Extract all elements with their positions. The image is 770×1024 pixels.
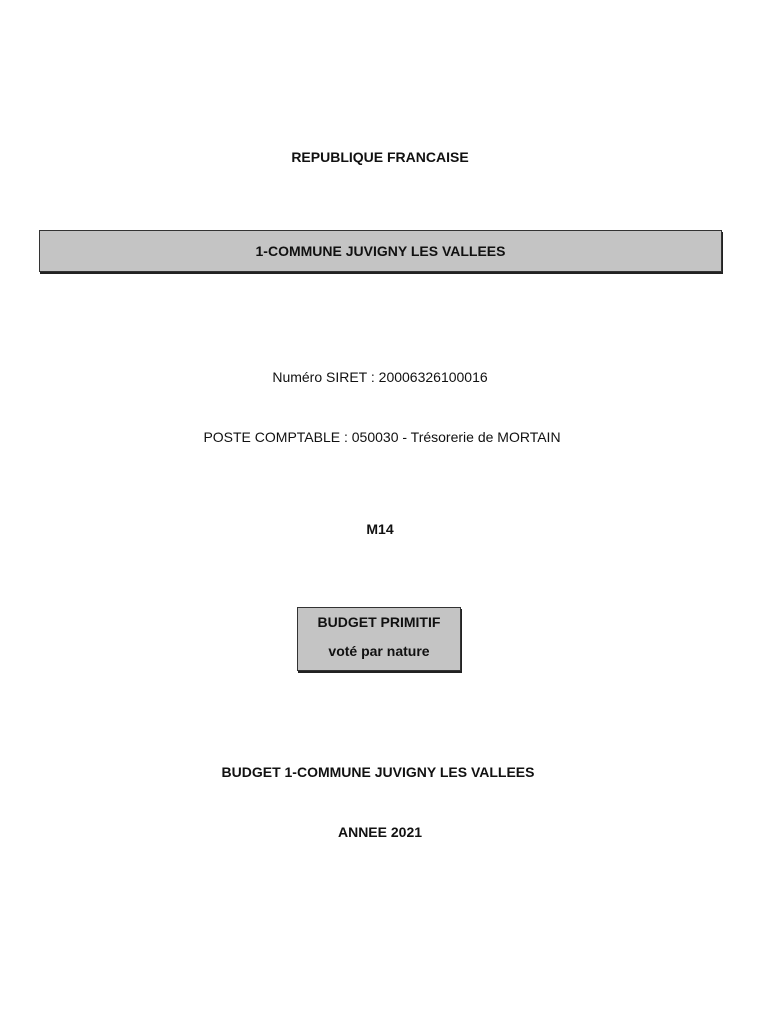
country-header: REPUBLIQUE FRANCAISE [291, 149, 469, 165]
budget-type-box [297, 607, 461, 671]
budget-vote-mode: voté par nature [328, 643, 430, 659]
commune-title-banner [39, 230, 722, 272]
budget-type-label: BUDGET PRIMITIF [317, 614, 441, 630]
budget-year: ANNEE 2021 [337, 824, 423, 840]
nomenclature-label: M14 [366, 521, 394, 537]
siret-number: Numéro SIRET : 20006326100016 [272, 369, 488, 385]
poste-comptable: POSTE COMPTABLE : 050030 - Trésorerie de MORTAIN [203, 429, 561, 445]
budget-name: BUDGET 1-COMMUNE JUVIGNY LES VALLEES [221, 764, 535, 780]
commune-title: 1-COMMUNE JUVIGNY LES VALLEES [255, 243, 506, 259]
